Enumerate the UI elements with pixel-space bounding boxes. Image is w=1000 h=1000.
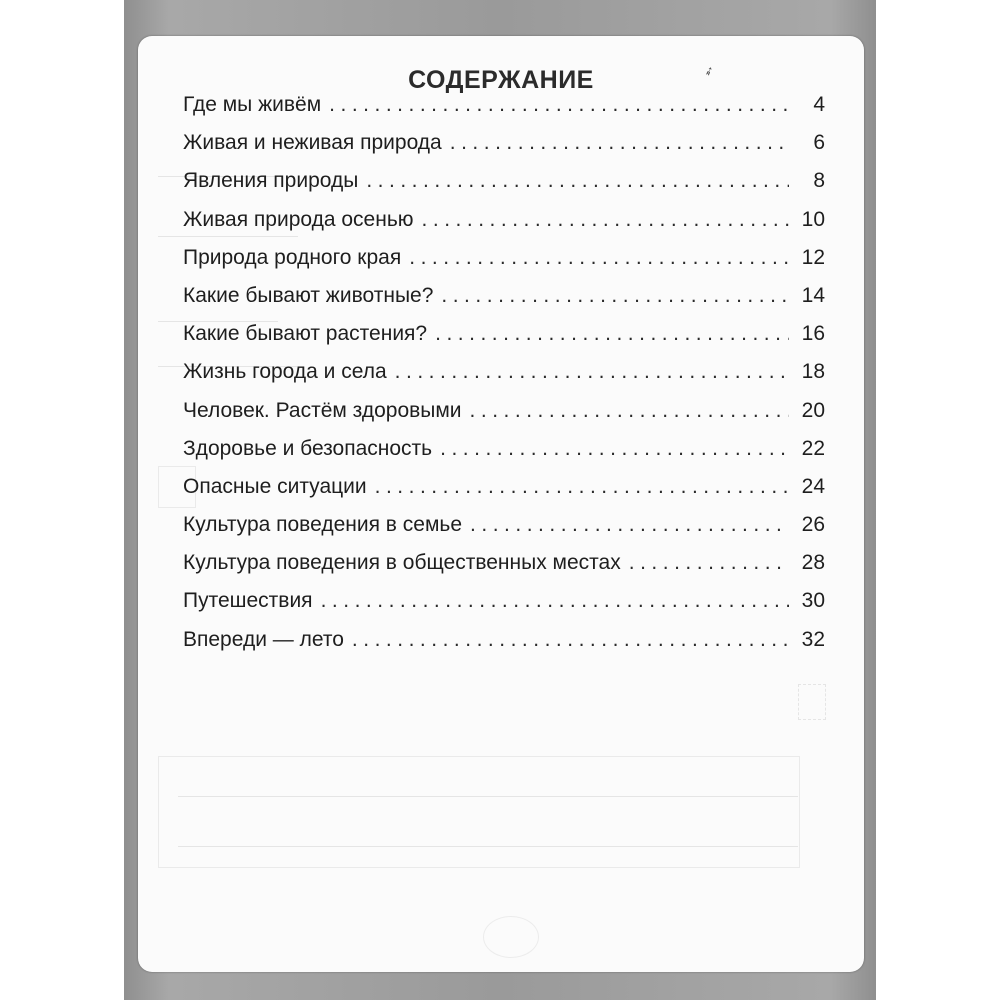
toc-entry [183, 506, 825, 544]
dot-leader [321, 582, 789, 620]
book-page [138, 36, 864, 972]
toc-entry-page: 10 [801, 207, 825, 231]
toc-entry-title: Живая природа осенью [183, 207, 414, 231]
toc-entry-page: 14 [801, 283, 825, 307]
toc-entry-title: Природа родного края [183, 245, 402, 269]
toc-entry-page: 4 [813, 93, 825, 116]
toc-entry-page: 32 [801, 627, 825, 651]
toc-entry [183, 201, 825, 239]
dot-leader [395, 353, 789, 391]
dot-leader [422, 201, 789, 239]
bleed-through-box [158, 756, 800, 868]
toc-entry [183, 582, 825, 620]
toc-entry-title: Впереди — лето [183, 627, 344, 651]
dot-leader [409, 239, 789, 277]
toc-entry-title: Здоровье и безопасность [183, 436, 433, 460]
toc-entry [183, 86, 825, 124]
dot-leader [470, 506, 789, 544]
toc-entry [183, 621, 825, 659]
toc-entry-title: Какие бывают животные? [183, 283, 434, 307]
bleed-through-icon [798, 684, 826, 720]
toc-entry [183, 162, 825, 200]
toc-entry-page: 8 [813, 169, 825, 193]
dot-leader [352, 621, 789, 659]
toc-entry [183, 392, 825, 430]
toc-entry [183, 430, 825, 468]
page-title: СОДЕРЖАНИЕ [408, 66, 594, 94]
dot-leader [440, 430, 789, 468]
dot-leader [470, 392, 789, 430]
toc-entry-title: Культура поведения в семье [183, 513, 463, 537]
toc-entry-title: Опасные ситуации [183, 474, 367, 498]
bleed-through-seal [483, 916, 539, 958]
toc-entry [183, 124, 825, 162]
toc-entry-page: 16 [801, 322, 825, 346]
toc-entry-page: 20 [801, 398, 825, 422]
toc-entry-page: 26 [801, 513, 825, 537]
toc-entry-page: 30 [801, 589, 825, 613]
toc-entry [183, 239, 825, 277]
dot-leader [441, 277, 789, 315]
dot-leader [629, 544, 789, 582]
toc-entry-title: Человек. Растём здоровыми [183, 398, 462, 422]
toc-entry-title: Где мы живём [183, 93, 322, 116]
toc-entry-title: Какие бывают растения? [183, 322, 428, 346]
toc-entry-page: 18 [801, 360, 825, 384]
toc-entry-page: 28 [801, 551, 825, 575]
dot-leader [366, 162, 789, 200]
toc-entry [183, 315, 825, 353]
toc-entry [183, 353, 825, 391]
dot-leader [450, 124, 789, 162]
pen-mark-icon: ➶ [701, 62, 717, 80]
toc-entry-title: Культура поведения в общественных местах [183, 551, 621, 575]
table-of-contents [183, 86, 825, 659]
toc-entry-page: 12 [801, 245, 825, 269]
dot-leader [329, 86, 789, 124]
toc-entry-title: Жизнь города и села [183, 360, 387, 384]
toc-entry-page: 24 [801, 474, 825, 498]
toc-entry-title: Явления природы [183, 169, 359, 193]
toc-entry-page: 22 [801, 436, 825, 460]
toc-entry [183, 277, 825, 315]
dot-leader [435, 315, 789, 353]
toc-entry-title: Живая и неживая природа [183, 131, 442, 155]
toc-entry [183, 468, 825, 506]
toc-entry [183, 544, 825, 582]
toc-entry-title: Путешествия [183, 589, 313, 613]
toc-entry-page: 6 [813, 131, 825, 155]
dot-leader [375, 468, 789, 506]
